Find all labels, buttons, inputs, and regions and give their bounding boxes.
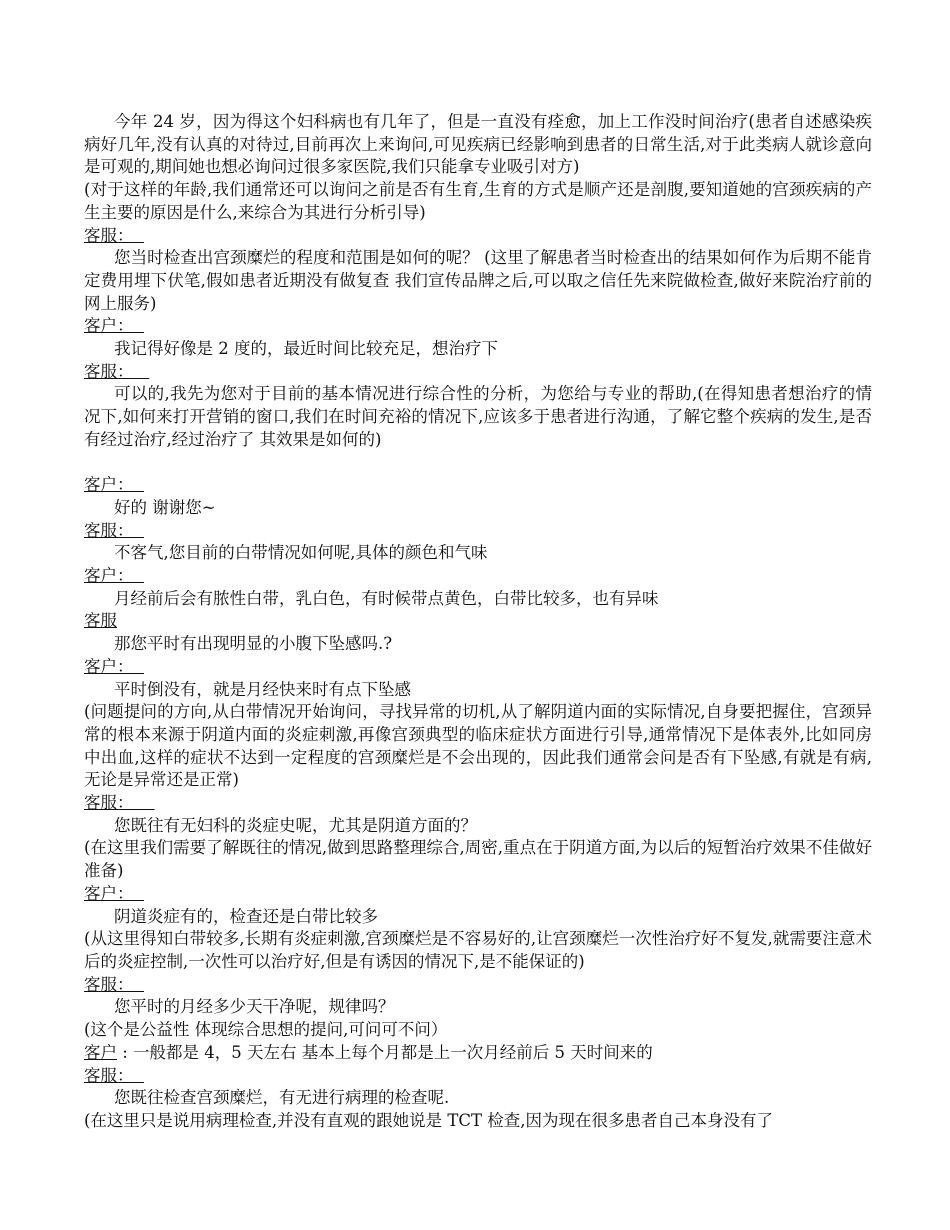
speaker-label-text: 客服： xyxy=(84,793,155,813)
dialogue-text: : 一般都是 4，5 天左右 基本上每个月都是上一次月经前后 5 天时间来的 xyxy=(117,1042,653,1062)
speaker-label xyxy=(84,565,872,588)
speaker-label xyxy=(84,315,872,338)
dialogue-paragraph: 您当时检查出宫颈糜烂的程度和范围是如何的呢？ (这里了解患者当时检查出的结果如何作为后期不能肯定费用埋下伏笔,假如患者近期没有做复查 我们宣传品牌之后,可以取之信任先来院做检查,做好来院治疗前的网上服务) xyxy=(84,248,872,313)
speaker-label xyxy=(84,520,872,543)
annotation-note: (这个是公益性 体现综合思想的提问,可问可不问） xyxy=(84,1020,448,1040)
annotation-note: (在这里只是说用病理检查,并没有直观的跟她说是 TCT 检查,因为现在很多患者自己本身没有了 xyxy=(84,1110,774,1130)
dialogue-line xyxy=(84,1042,872,1065)
dialogue-paragraph: 那您平时有出现明显的小腹下坠感吗.? xyxy=(114,634,393,654)
speaker-label xyxy=(84,1065,872,1088)
speaker-label-text: 客服： xyxy=(84,974,144,994)
dialogue-paragraph: 您平时的月经多少天干净呢，规律吗？ xyxy=(114,997,395,1017)
speaker-label-text: 客户 xyxy=(84,1042,117,1062)
speaker-label-text: 客服： xyxy=(84,1065,144,1085)
dialogue-paragraph: 今年 24 岁，因为得这个妇科病也有几年了，但是一直没有痊愈，加上工作没时间治疗(患者自述感染疾病好几年,没有认真的对待过,目前再次上来询问,可见疾病已经影响到患者的日常生活,对于此类病人就诊意向是可观的,期间她也想必询问过很多家医院,我们只能拿专业吸引对方) xyxy=(84,112,872,177)
speaker-label-text: 客服： xyxy=(84,520,144,540)
dialogue-paragraph: 我记得好像是 2 度的，最近时间比较充足，想治疗下 xyxy=(114,339,498,359)
speaker-label xyxy=(84,361,872,384)
annotation-note: (对于这样的年龄,我们通常还可以询问之前是否有生育,生育的方式是顺产还是剖腹,要知道她的宫颈疾病的产生主要的原因是什么,来综合为其进行分析引导) xyxy=(84,180,872,222)
speaker-label-text: 客服： xyxy=(84,361,150,381)
speaker-label-text: 客服 xyxy=(84,611,117,631)
dialogue-paragraph: 阴道炎症有的，检查还是白带比较多 xyxy=(114,906,378,926)
speaker-label xyxy=(84,974,872,997)
dialogue-paragraph: 您既往有无妇科的炎症史呢，尤其是阴道方面的？ xyxy=(114,815,477,835)
dialogue-paragraph: 平时倒没有，就是月经快来时有点下坠感 xyxy=(114,679,411,699)
document-page xyxy=(84,111,872,1133)
speaker-label xyxy=(84,225,872,248)
annotation-note: (问题提问的方向,从白带情况开始询问，寻找异常的切机,从了解阴道内面的实际情况,自身要把握住，宫颈异常的根本来源于阴道内面的炎症刺激,再像宫颈典型的临床症状方面进行引导,通常情况下是体表外,比如同房中出血,这样的症状不达到一定程度的宫颈糜烂是不会出现的，因此我们通常会问是否有下坠感,有就是有病,无论是异常还是正常) xyxy=(84,702,872,790)
speaker-label-text: 客户： xyxy=(84,475,144,495)
speaker-label xyxy=(84,656,872,679)
speaker-label xyxy=(84,792,872,815)
annotation-note: (在这里我们需要了解既往的情况,做到思路整理综合,周密,重点在于阴道方面,为以后的短暂治疗效果不佳做好准备) xyxy=(84,838,872,881)
dialogue-paragraph: 不客气,您目前的白带情况如何呢,具体的颜色和气味 xyxy=(114,543,488,563)
speaker-label xyxy=(84,883,872,906)
dialogue-paragraph: 可以的,我先为您对于目前的基本情况进行综合性的分析，为您给与专业的帮助,(在得知患者想治疗的情况下,如何来打开营销的窗口,我们在时间充裕的情况下,应该多于患者进行沟通，了解它整个疾病的发生,是否有经过治疗,经过治疗了 其效果是如何的) xyxy=(84,384,872,449)
annotation-note: (从这里得知白带较多,长期有炎症刺激,宫颈糜烂是不容易好的,让宫颈糜烂一次性治疗好不复发,就需要注意术后的炎症控制,一次性可以治疗好,但是有诱因的情况下,是不能保证的) xyxy=(84,929,872,971)
speaker-label-text: 客户： xyxy=(84,566,144,586)
speaker-label-text: 客户： xyxy=(84,656,144,676)
speaker-label-text: 客服： xyxy=(84,225,144,245)
dialogue-paragraph: 月经前后会有脓性白带，乳白色，有时候带点黄色，白带比较多，也有异味 xyxy=(114,588,659,608)
speaker-label-text: 客户： xyxy=(84,316,144,336)
blank-line xyxy=(84,452,872,475)
dialogue-paragraph: 好的 谢谢您~ xyxy=(114,497,216,517)
speaker-label xyxy=(84,474,872,497)
speaker-label xyxy=(84,610,872,633)
speaker-label-text: 客户： xyxy=(84,883,144,903)
dialogue-paragraph: 您既往检查宫颈糜烂，有无进行病理的检查呢. xyxy=(114,1088,450,1108)
